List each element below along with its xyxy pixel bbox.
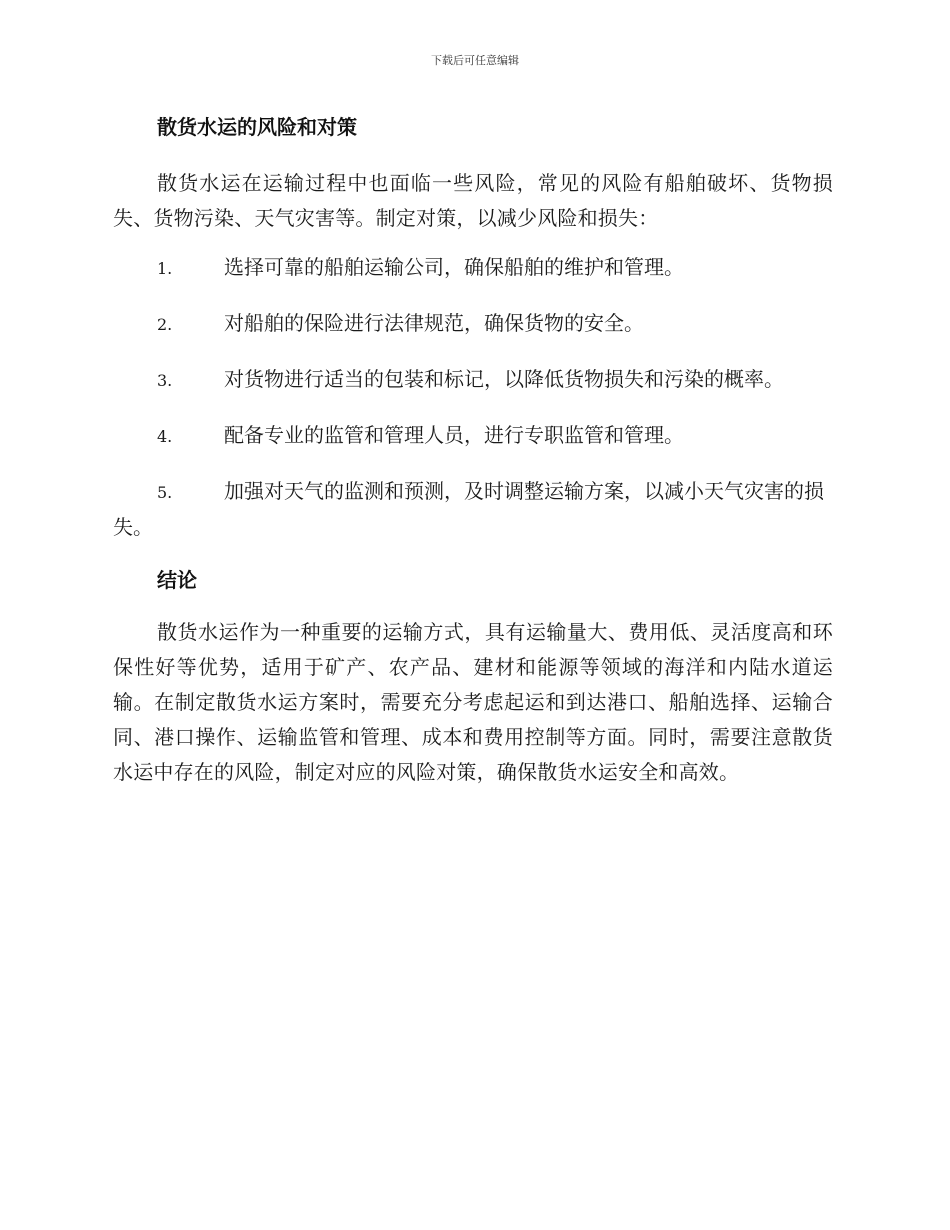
- document-body: [113, 112, 833, 790]
- list-text: 对货物进行适当的包装和标记，以降低货物损失和污染的概率。: [224, 367, 784, 391]
- list-number: 1.: [157, 259, 173, 278]
- list-item: [113, 306, 833, 342]
- list-number: 3.: [157, 371, 173, 390]
- list-item: [113, 250, 833, 286]
- list-number: 5.: [157, 483, 173, 502]
- list-text: 加强对天气的监测和预测，及时调整运输方案，以减小天气灾害的损失。: [113, 479, 824, 539]
- list-item: [113, 418, 833, 454]
- list-item: [113, 362, 833, 398]
- conclusion-paragraph: 散货水运作为一种重要的运输方式，具有运输量大、费用低、灵活度高和环保性好等优势，适用于矿产、农产品、建材和能源等领域的海洋和内陆水道运输。在制定散货水运方案时，需要充分考虑起运和到达港口、船舶选择、运输合同、港口操作、运输监管和管理、成本和费用控制等方面。同时，需要注意散货水运中存在的风险，制定对应的风险对策，确保散货水运安全和高效。: [113, 620, 833, 784]
- list-text: 选择可靠的船舶运输公司，确保船舶的维护和管理。: [224, 255, 684, 279]
- risks-intro-paragraph: 散货水运在运输过程中也面临一些风险，常见的风险有船舶破坏、货物损失、货物污染、天气灾害等。制定对策，以减少风险和损失：: [113, 171, 833, 230]
- list-text: 对船舶的保险进行法律规范，确保货物的安全。: [224, 311, 644, 335]
- countermeasure-list: [113, 250, 833, 545]
- list-number: 4.: [157, 427, 173, 446]
- section-title-conclusion: 结论: [157, 568, 197, 592]
- list-number: 2.: [157, 315, 173, 334]
- list-text: 配备专业的监管和管理人员，进行专职监管和管理。: [224, 423, 684, 447]
- page-header-note: 下载后可任意编辑: [431, 54, 519, 67]
- list-item: [113, 474, 833, 545]
- section-title-risks: 散货水运的风险和对策: [157, 115, 357, 139]
